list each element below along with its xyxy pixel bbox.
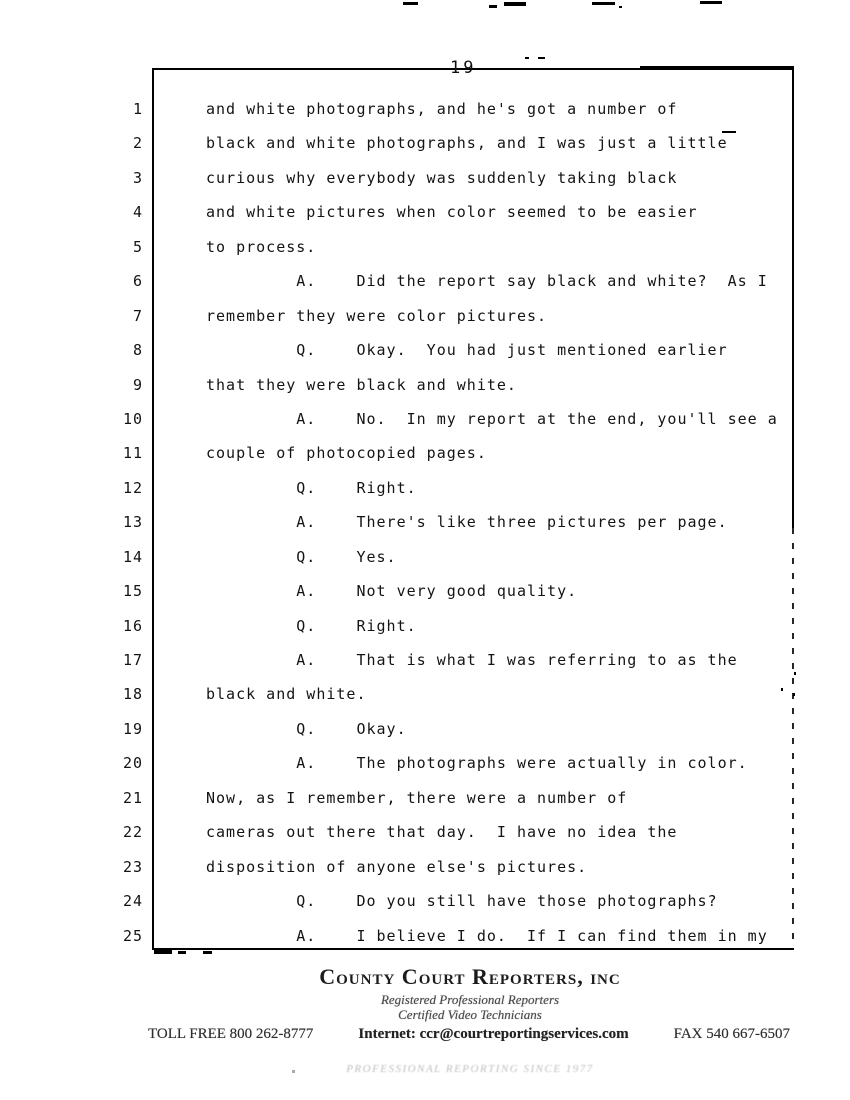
transcript-line [0,377,850,411]
line-text: Q. Okay. You had just mentioned earlier [206,341,728,360]
line-text: black and white photographs, and I was just a little [206,134,728,153]
line-number: 6 [132,272,143,291]
transcript-line [0,686,850,720]
footer-fax: FAX 540 667-6507 [673,1026,790,1042]
line-number: 16 [122,616,143,635]
transcript-line [0,273,850,307]
line-number: 18 [122,685,143,704]
line-text: couple of photocopied pages. [206,444,487,463]
footer-tagline-registered: Registered Professional Reporters [380,992,560,1007]
line-text: Now, as I remember, there were a number of [206,788,628,807]
line-number: 7 [132,306,143,325]
line-number: 1 [132,100,143,118]
transcript-line [0,239,850,273]
transcript-body [0,101,850,962]
transcript-line [0,755,850,789]
transcript-line [0,445,850,479]
scan-artifact [525,57,529,59]
line-text: Q. Yes. [206,547,397,566]
line-text: A. Did the report say black and white? As I [206,272,768,291]
line-number: 5 [132,237,143,256]
transcript-line [0,859,850,893]
transcript-line [0,480,850,514]
scan-artifact [619,6,622,8]
transcript-line [0,893,850,927]
transcript-line [0,170,850,204]
line-text: A. That is what I was referring to as the [206,651,738,669]
transcript-line [0,135,850,169]
line-text: A. No. In my report at the end, you'll see a [206,409,778,428]
transcript-line [0,411,850,445]
line-number: 2 [132,134,143,153]
line-text: Q. Okay. [206,719,407,738]
line-text: black and white. [206,685,367,704]
transcript-line [0,721,850,755]
footer-contact-line [148,1026,790,1043]
line-number: 22 [122,823,143,842]
footer-company-name: County Court Reporters, inc [319,964,621,989]
line-number: 3 [132,168,143,187]
scan-artifact [489,5,497,8]
line-number: 12 [122,478,143,497]
line-text: A. I believe I do. If I can find them in my [206,926,768,945]
line-number: 25 [122,926,143,945]
transcript-line [0,824,850,858]
line-text: and white photographs, and he's got a number of [206,100,678,118]
line-number: 24 [122,892,143,911]
transcript-line [0,928,850,962]
transcript-line [0,652,850,686]
line-text: A. Not very good quality. [206,582,578,601]
line-text: Q. Right. [206,616,417,635]
line-text: Q. Right. [206,478,417,497]
line-number: 13 [122,513,143,532]
transcript-line [0,790,850,824]
line-number: 14 [122,547,143,566]
line-text: to process. [206,237,317,256]
page-number: 19 [450,58,477,78]
line-text: remember they were color pictures. [206,306,548,325]
footer-tagline-certified: Certified Video Technicians [398,1007,542,1022]
line-text: A. There's like three pictures per page. [206,513,728,532]
line-text: curious why everybody was suddenly taking black [206,168,678,187]
line-text: that they were black and white. [206,375,517,394]
transcript-line [0,549,850,583]
scan-artifact [592,2,615,5]
scan-artifact [403,2,418,5]
line-number: 17 [122,651,143,669]
line-number: 23 [122,857,143,876]
scan-artifact [504,2,526,6]
line-number: 21 [122,788,143,807]
line-text: disposition of anyone else's pictures. [206,857,588,876]
line-number: 8 [132,341,143,360]
footer-motto: PROFESSIONAL REPORTING SINCE 1977 [346,1063,594,1075]
transcript-line [0,342,850,376]
line-text: Q. Do you still have those photographs? [206,892,718,911]
transcript-line [0,204,850,238]
line-number: 10 [122,409,143,428]
transcript-line [0,583,850,617]
footer-internet-email: Internet: ccr@courtreportingservices.com [358,1026,629,1042]
footer-toll-free: TOLL FREE 800 262-8777 [148,1026,314,1042]
line-text: and white pictures when color seemed to be easier [206,203,698,222]
transcript-line [0,618,850,652]
line-text: A. The photographs were actually in color. [206,754,748,773]
line-number: 11 [122,444,143,463]
scan-artifact [700,1,722,4]
transcript-line [0,308,850,342]
line-number: 20 [122,754,143,773]
transcript-line [0,101,850,135]
scan-artifact [538,57,545,59]
line-number: 15 [122,582,143,601]
line-number: 4 [132,203,143,222]
line-number: 9 [132,375,143,394]
transcript-line [0,514,850,548]
scan-artifact [640,66,794,70]
line-text: cameras out there that day. I have no idea the [206,823,678,842]
line-number: 19 [122,719,143,738]
